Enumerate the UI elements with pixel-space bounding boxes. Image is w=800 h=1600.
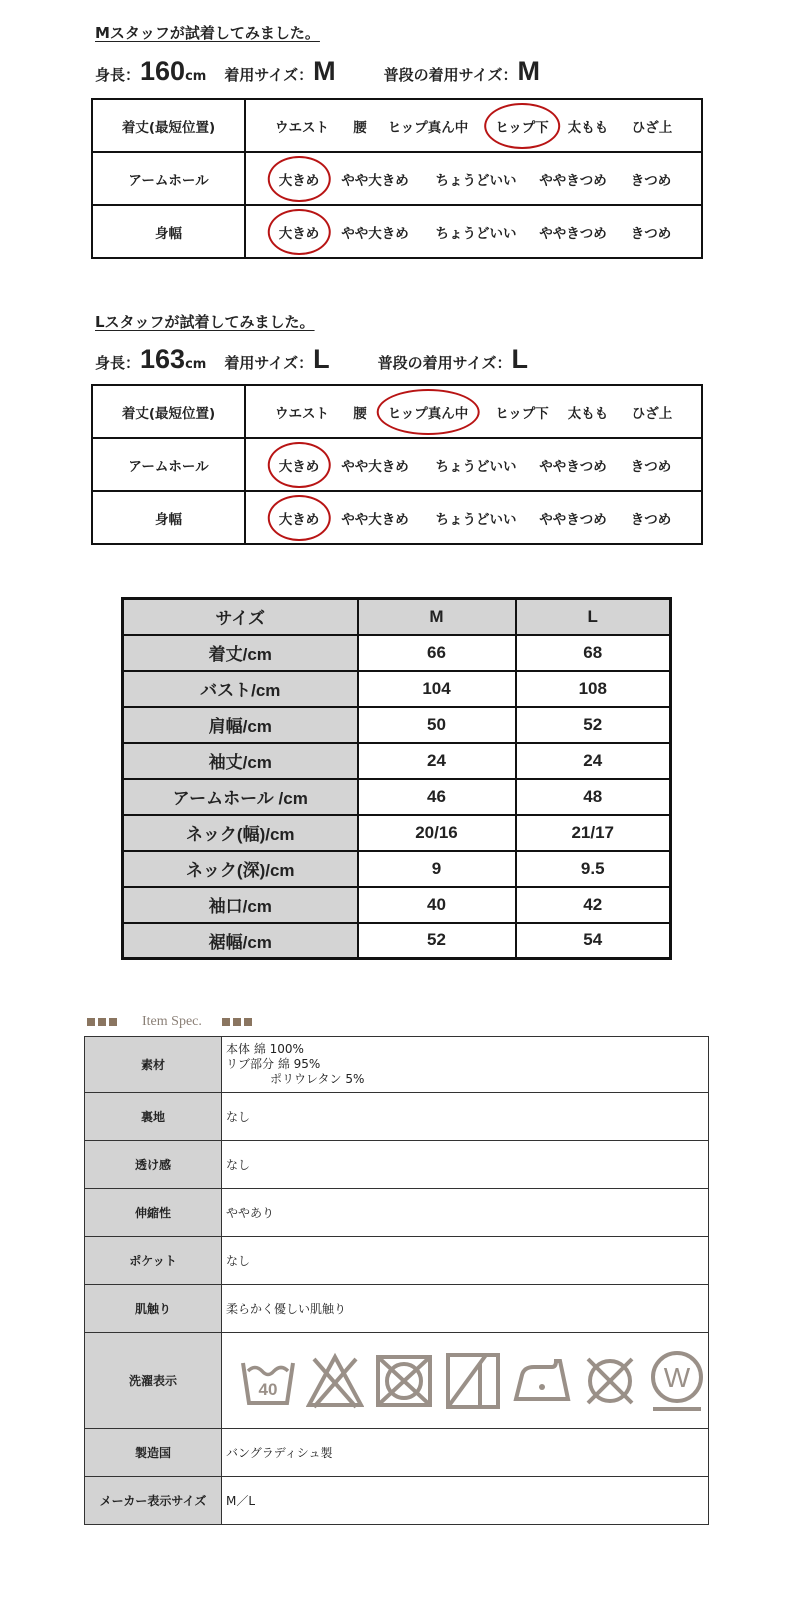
table-row bbox=[123, 887, 671, 923]
wet-clean-icon bbox=[648, 1349, 706, 1413]
fit-row-length bbox=[92, 99, 702, 152]
size-value: L bbox=[313, 344, 330, 374]
value-m: 40 bbox=[358, 887, 516, 923]
fit-option: 大きめ bbox=[279, 508, 320, 528]
square-icon bbox=[233, 1018, 241, 1026]
value-m: 24 bbox=[358, 743, 516, 779]
fit-option: ややきつめ bbox=[539, 225, 607, 242]
spec-row bbox=[85, 1141, 709, 1189]
material-line: 本体 綿 100% bbox=[226, 1042, 304, 1056]
l-fit-table bbox=[91, 384, 703, 545]
spec-label: 伸縮性 bbox=[85, 1189, 222, 1237]
size-label: 着用サイズ： bbox=[224, 66, 314, 84]
fit-row-width bbox=[92, 491, 702, 544]
height-label: 身長： bbox=[95, 354, 141, 372]
measure-label: 肩幅/cm bbox=[123, 707, 358, 743]
measure-label: 着丈/cm bbox=[123, 635, 358, 671]
fit-option: ヒップ真ん中 bbox=[387, 119, 469, 136]
value-m: 9 bbox=[358, 851, 516, 887]
iron-low-icon bbox=[512, 1353, 572, 1409]
value-m: 52 bbox=[358, 923, 516, 959]
spec-label: メーカー表示サイズ bbox=[85, 1477, 222, 1525]
fit-option: やや大きめ bbox=[341, 458, 409, 475]
fit-row-label: 身幅 bbox=[92, 205, 245, 258]
value-l: 21/17 bbox=[516, 815, 671, 851]
spec-row bbox=[85, 1477, 709, 1525]
fit-options bbox=[245, 385, 702, 438]
table-row bbox=[123, 743, 671, 779]
fit-option: やや大きめ bbox=[341, 172, 409, 189]
fit-row-label: アームホール bbox=[92, 152, 245, 205]
spec-row bbox=[85, 1093, 709, 1141]
fit-option: ちょうどいい bbox=[435, 511, 517, 528]
fit-option: 大きめ bbox=[279, 455, 320, 475]
header-cell: L bbox=[516, 599, 671, 635]
no-dry-clean-icon bbox=[582, 1351, 638, 1411]
value-m: 104 bbox=[358, 671, 516, 707]
table-row bbox=[123, 851, 671, 887]
height-value: 160 bbox=[140, 56, 186, 86]
table-row bbox=[123, 635, 671, 671]
table-row bbox=[123, 815, 671, 851]
fit-option: ヒップ真ん中 bbox=[388, 402, 469, 422]
fit-row-armhole bbox=[92, 152, 702, 205]
fit-options bbox=[245, 205, 702, 258]
fit-option: きつめ bbox=[630, 458, 672, 475]
measure-label: ネック(幅)/cm bbox=[123, 815, 358, 851]
spec-label: 製造国 bbox=[85, 1429, 222, 1477]
value-l: 9.5 bbox=[516, 851, 671, 887]
fit-option: 太もも bbox=[567, 405, 609, 422]
spec-label: 素材 bbox=[85, 1037, 222, 1093]
spec-value: なし bbox=[222, 1093, 709, 1141]
material-line: リブ部分 綿 95% bbox=[226, 1057, 321, 1071]
fit-option: 大きめ bbox=[279, 222, 320, 242]
item-spec-title-text: Item Spec. bbox=[142, 1014, 202, 1029]
spec-row bbox=[85, 1237, 709, 1285]
square-icon bbox=[98, 1018, 106, 1026]
height-unit: cm bbox=[185, 69, 207, 84]
m-staff-heading: Mスタッフが試着してみました。 bbox=[95, 24, 320, 42]
spec-value: ややあり bbox=[222, 1189, 709, 1237]
fit-option: 腰 bbox=[353, 405, 367, 422]
fit-option: ややきつめ bbox=[539, 172, 607, 189]
spec-label: ポケット bbox=[85, 1237, 222, 1285]
fit-option: ヒップ下 bbox=[495, 405, 549, 422]
usual-size-label: 普段の着用サイズ： bbox=[383, 66, 518, 84]
square-icon bbox=[109, 1018, 117, 1026]
height-label: 身長： bbox=[95, 66, 141, 84]
spec-row-care bbox=[85, 1333, 709, 1429]
header-cell: M bbox=[358, 599, 516, 635]
value-l: 48 bbox=[516, 779, 671, 815]
m-staff-stats bbox=[95, 56, 540, 88]
line-dry-shade-icon bbox=[444, 1349, 502, 1413]
fit-row-label: 身幅 bbox=[92, 491, 245, 544]
fit-option: ややきつめ bbox=[539, 511, 607, 528]
spec-value: なし bbox=[222, 1141, 709, 1189]
spec-value: バングラディシュ製 bbox=[222, 1429, 709, 1477]
size-value: M bbox=[313, 56, 336, 86]
value-l: 24 bbox=[516, 743, 671, 779]
square-icon bbox=[244, 1018, 252, 1026]
value-l: 42 bbox=[516, 887, 671, 923]
measure-label: 裾幅/cm bbox=[123, 923, 358, 959]
height-unit: cm bbox=[185, 357, 207, 372]
spec-value bbox=[222, 1037, 709, 1093]
fit-row-length bbox=[92, 385, 702, 438]
fit-options bbox=[245, 438, 702, 491]
spec-label: 裏地 bbox=[85, 1093, 222, 1141]
table-row bbox=[123, 923, 671, 959]
fit-option: やや大きめ bbox=[341, 225, 409, 242]
fit-option: ウエスト bbox=[275, 405, 329, 422]
value-l: 68 bbox=[516, 635, 671, 671]
fit-option: ちょうどいい bbox=[435, 172, 517, 189]
fit-option: 大きめ bbox=[279, 169, 320, 189]
fit-option: ひざ上 bbox=[631, 119, 673, 136]
table-row bbox=[123, 707, 671, 743]
fit-options bbox=[245, 491, 702, 544]
item-spec-title bbox=[87, 1012, 255, 1032]
m-fit-table bbox=[91, 98, 703, 259]
spec-row bbox=[85, 1189, 709, 1237]
value-m: 50 bbox=[358, 707, 516, 743]
header-cell: サイズ bbox=[123, 599, 358, 635]
l-staff-heading: Lスタッフが試着してみました。 bbox=[95, 313, 315, 331]
fit-row-label: アームホール bbox=[92, 438, 245, 491]
measure-label: バスト/cm bbox=[123, 671, 358, 707]
fit-option: ややきつめ bbox=[539, 458, 607, 475]
spec-row-material bbox=[85, 1037, 709, 1093]
spec-value: 柔らかく優しい肌触り bbox=[222, 1285, 709, 1333]
spec-value: なし bbox=[222, 1237, 709, 1285]
spec-row bbox=[85, 1285, 709, 1333]
size-label: 着用サイズ： bbox=[224, 354, 314, 372]
square-icon bbox=[87, 1018, 95, 1026]
no-bleach-icon bbox=[306, 1351, 364, 1411]
size-table bbox=[121, 597, 672, 960]
wet-clean-text: W bbox=[663, 1361, 691, 1393]
usual-size-label: 普段の着用サイズ： bbox=[377, 354, 512, 372]
table-row bbox=[123, 779, 671, 815]
fit-option: きつめ bbox=[630, 172, 672, 189]
spec-label: 透け感 bbox=[85, 1141, 222, 1189]
fit-options bbox=[245, 99, 702, 152]
fit-row-armhole bbox=[92, 438, 702, 491]
value-l: 52 bbox=[516, 707, 671, 743]
fit-option: やや大きめ bbox=[341, 511, 409, 528]
measure-label: 袖口/cm bbox=[123, 887, 358, 923]
fit-options bbox=[245, 152, 702, 205]
fit-option: ちょうどいい bbox=[435, 458, 517, 475]
wash-temp-text: 40 bbox=[258, 1379, 278, 1399]
fit-option: きつめ bbox=[630, 511, 672, 528]
height-value: 163 bbox=[140, 344, 186, 374]
no-tumble-dry-icon bbox=[374, 1351, 434, 1411]
fit-option: 腰 bbox=[353, 119, 367, 136]
fit-option: ウエスト bbox=[275, 119, 329, 136]
value-l: 108 bbox=[516, 671, 671, 707]
fit-option: ちょうどいい bbox=[435, 225, 517, 242]
spec-value: M／L bbox=[222, 1477, 709, 1525]
fit-option: 太もも bbox=[567, 119, 609, 136]
value-m: 20/16 bbox=[358, 815, 516, 851]
spec-table bbox=[84, 1036, 709, 1525]
usual-size-value: M bbox=[517, 56, 540, 86]
l-staff-stats bbox=[95, 344, 528, 376]
material-line: ポリウレタン 5% bbox=[270, 1072, 365, 1086]
fit-option: ヒップ下 bbox=[495, 116, 549, 136]
fit-option: ひざ上 bbox=[631, 405, 673, 422]
spec-label: 肌触り bbox=[85, 1285, 222, 1333]
table-row bbox=[123, 671, 671, 707]
value-m: 66 bbox=[358, 635, 516, 671]
value-l: 54 bbox=[516, 923, 671, 959]
value-m: 46 bbox=[358, 779, 516, 815]
spec-label: 洗濯表示 bbox=[85, 1333, 222, 1429]
square-icon bbox=[222, 1018, 230, 1026]
care-symbols bbox=[222, 1333, 709, 1429]
fit-option: きつめ bbox=[630, 225, 672, 242]
measure-label: アームホール /cm bbox=[123, 779, 358, 815]
fit-row-width bbox=[92, 205, 702, 258]
size-table-header bbox=[123, 599, 671, 635]
spec-row bbox=[85, 1429, 709, 1477]
measure-label: 袖丈/cm bbox=[123, 743, 358, 779]
fit-row-label: 着丈(最短位置) bbox=[92, 99, 245, 152]
usual-size-value: L bbox=[511, 344, 528, 374]
wash-40-icon bbox=[240, 1351, 296, 1411]
fit-row-label: 着丈(最短位置) bbox=[92, 385, 245, 438]
measure-label: ネック(深)/cm bbox=[123, 851, 358, 887]
